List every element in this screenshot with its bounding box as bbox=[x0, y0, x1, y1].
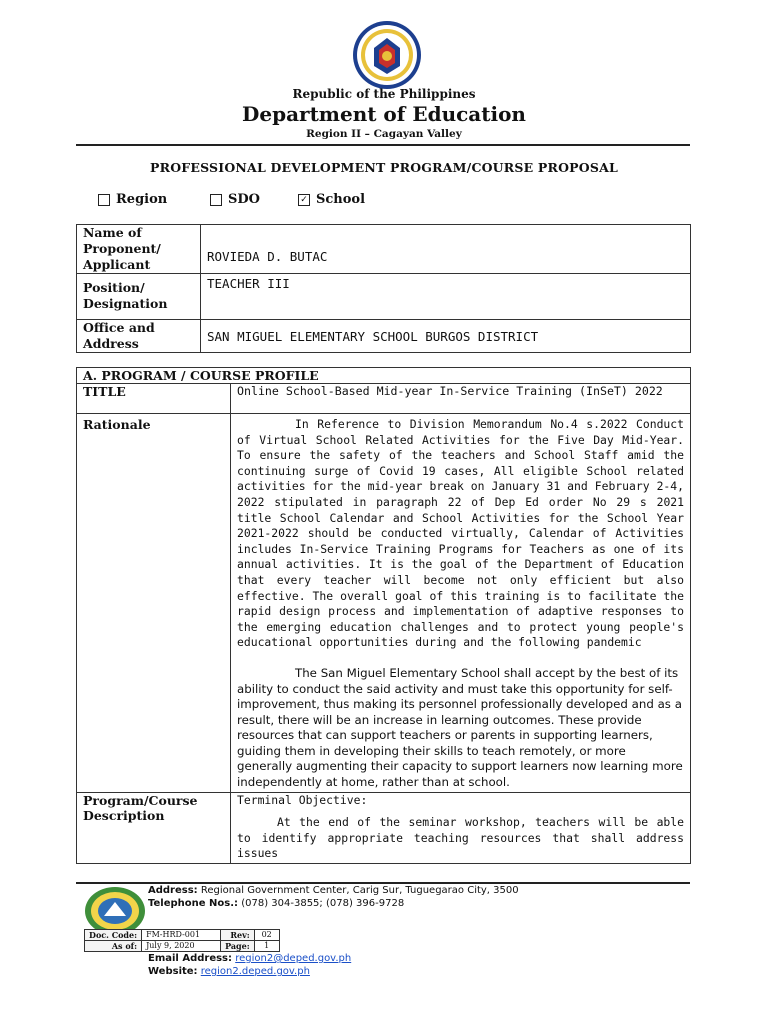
table-row bbox=[77, 225, 691, 274]
position-label: Position/ Designation bbox=[77, 274, 201, 320]
rationale-label: Rationale bbox=[77, 414, 231, 793]
title-label: TITLE bbox=[77, 384, 231, 414]
section-heading: A. PROGRAM / COURSE PROFILE bbox=[77, 368, 691, 384]
rev-label: Rev: bbox=[221, 930, 255, 941]
page-value: 1 bbox=[254, 941, 279, 952]
doc-code-label: Doc. Code: bbox=[85, 930, 142, 941]
office-label: Office and Address bbox=[77, 320, 201, 353]
address-value: Regional Government Center, Carig Sur, Tuguegarao City, 3500 bbox=[200, 885, 519, 896]
table-row bbox=[77, 368, 691, 384]
rationale-cell bbox=[231, 414, 691, 793]
email-line bbox=[148, 952, 351, 965]
checkbox-school[interactable] bbox=[298, 192, 365, 207]
checkbox-label: Region bbox=[116, 192, 168, 207]
as-of-label: As of: bbox=[85, 941, 142, 952]
page-label: Page: bbox=[221, 941, 255, 952]
website-link[interactable]: region2.deped.gov.ph bbox=[200, 966, 310, 977]
table-row bbox=[77, 384, 691, 414]
rationale-paragraph-2: The San Miguel Elementary School shall accept by the best of its ability to conduct the said activity and must take this opportunity for self-improvement, thus making its personnel professionally developed and as a result, there will be an increase in learning outcomes. These provide resources that can support teachers or parents in supporting learners, guiding them in developing their skills to teach remotely, or more generally augmenting their capacity to support learners now learning more independently at home, rather than at school. bbox=[237, 665, 683, 790]
address-line bbox=[148, 884, 519, 897]
checkbox-sdo[interactable] bbox=[210, 192, 260, 207]
footer-contact bbox=[148, 884, 519, 910]
region-line: Region II – Cagayan Valley bbox=[306, 128, 462, 140]
email-label: Email Address: bbox=[148, 953, 233, 964]
checkbox-region[interactable] bbox=[98, 192, 167, 207]
phone-value: (078) 304-3855; (078) 396-9728 bbox=[241, 898, 405, 909]
table-row bbox=[77, 274, 691, 320]
applicant-table bbox=[76, 224, 691, 353]
email-link[interactable]: region2@deped.gov.ph bbox=[235, 953, 352, 964]
checkbox-box[interactable] bbox=[98, 194, 110, 206]
description-text: At the end of the seminar workshop, teachers will be able to identify appropriate teaching resources that shall address issues bbox=[237, 815, 685, 861]
header-divider bbox=[76, 144, 690, 146]
as-of-value: July 9, 2020 bbox=[142, 941, 221, 952]
office-value: SAN MIGUEL ELEMENTARY SCHOOL BURGOS DISTRICT bbox=[201, 320, 691, 353]
table-row bbox=[85, 930, 280, 941]
republic-line: Republic of the Philippines bbox=[292, 87, 476, 101]
title-value: Online School-Based Mid-year In-Service Training (InSeT) 2022 bbox=[231, 384, 691, 414]
table-row bbox=[85, 941, 280, 952]
department-name: Department of Education bbox=[242, 102, 526, 126]
rationale-paragraph-1: In Reference to Division Memorandum No.4 s.2022 Conduct of Virtual School Related Activities for the Five Day Mid-Year. To ensure the safety of the teachers and School Staff amid the continuing surge of Covid 19 cases, All eligible School related activities for the mid-year break on January 31 and February 2-4, 2022 stipulated in paragraph 22 of Dep Ed order No 29 s 2021 title School Calendar and School Activities for the School Year 2021-2022 should be conducted virtually, Calendar of Activities includes In-Service Training Programs for Teachers as one of its annual activities. It is the goal of the Department of Education that every teacher will become not only efficient but also effective. The overall goal of this training is to facilitate the rapid design process and implementation of adaptive responses to the emerging education challenges and to protect young people's educational opportunities during and the following pandemic bbox=[237, 417, 685, 650]
table-row bbox=[77, 414, 691, 793]
rev-value: 02 bbox=[254, 930, 279, 941]
table-row bbox=[77, 792, 691, 863]
footer-links bbox=[148, 952, 351, 978]
address-label: Address: bbox=[148, 885, 198, 896]
phone-label: Telephone Nos.: bbox=[148, 898, 239, 909]
checkbox-box[interactable] bbox=[210, 194, 222, 206]
checkbox-label: SDO bbox=[228, 192, 260, 207]
table-row bbox=[77, 320, 691, 353]
terminal-objective-label: Terminal Objective: bbox=[237, 792, 368, 807]
doc-control-table bbox=[84, 929, 280, 952]
name-value: ROVIEDA D. BUTAC bbox=[201, 225, 691, 274]
checkbox-box-checked[interactable]: ✓ bbox=[298, 194, 310, 206]
program-profile-table bbox=[76, 367, 691, 864]
website-line bbox=[148, 965, 351, 978]
checkbox-label: School bbox=[316, 192, 366, 207]
name-label: Name of Proponent/ Applicant bbox=[77, 225, 201, 274]
description-cell bbox=[231, 792, 691, 863]
form-title: PROFESSIONAL DEVELOPMENT PROGRAM/COURSE PROPOSAL bbox=[150, 160, 618, 175]
deped-seal-logo bbox=[352, 20, 422, 90]
phone-line bbox=[148, 897, 519, 910]
website-label: Website: bbox=[148, 966, 198, 977]
description-label: Program/Course Description bbox=[77, 792, 231, 863]
position-value: TEACHER III bbox=[201, 274, 691, 320]
doc-code-value: FM-HRD-001 bbox=[142, 930, 221, 941]
